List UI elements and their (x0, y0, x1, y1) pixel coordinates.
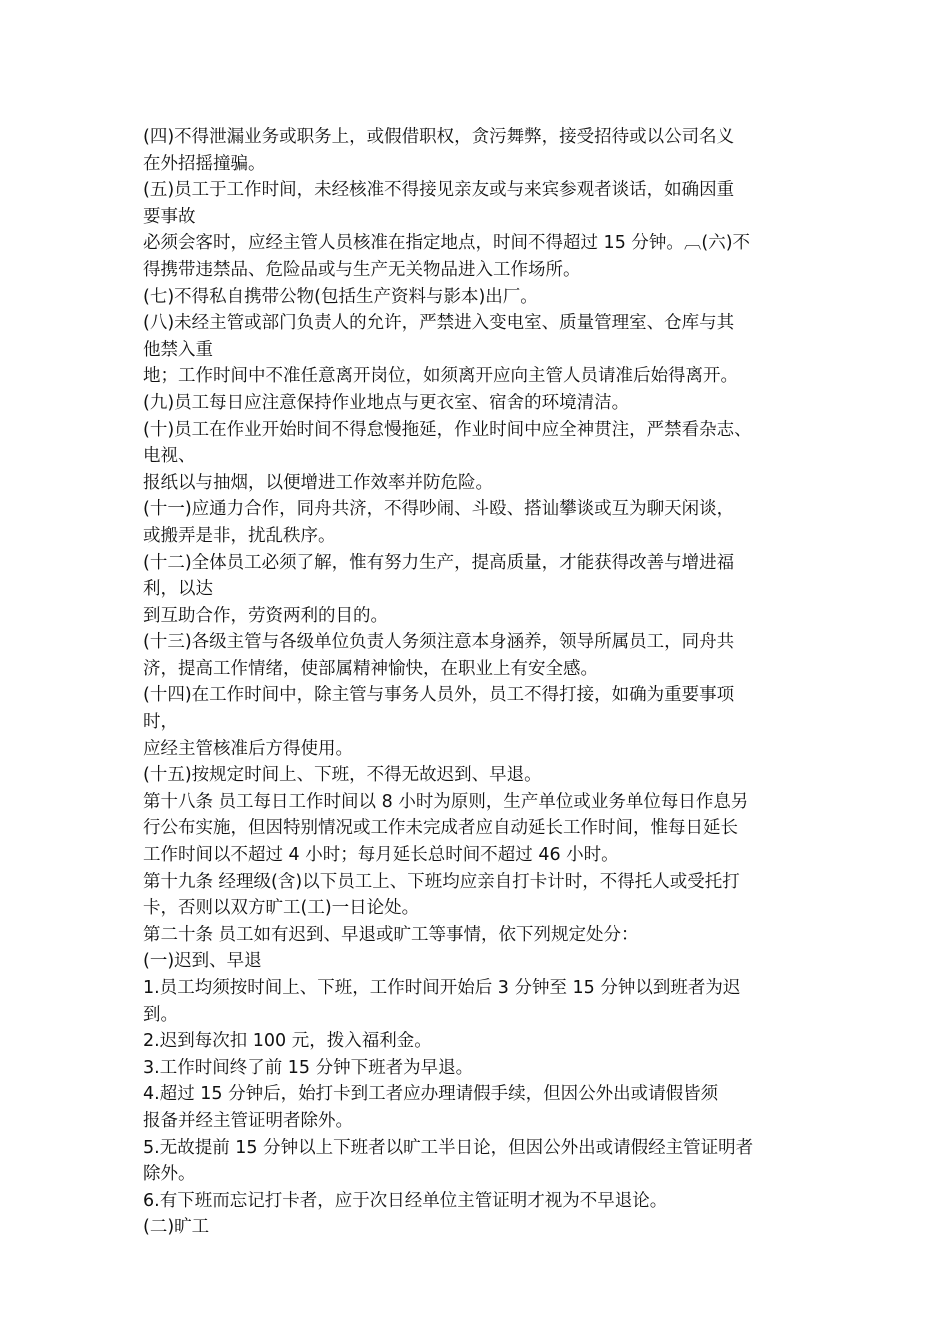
text-line: (七)不得私自携带公物(包括生产资料与影本)出厂。 (143, 286, 538, 307)
text-line: (十二)全体员工必须了解，惟有努力生产，提高质量，才能获得改善与增进福 (143, 552, 735, 573)
text-line: (十一)应通力合作，同舟共济，不得吵闹、斗殴、搭讪攀谈或互为聊天闲谈， (143, 499, 735, 520)
text-line: (八)未经主管或部门负责人的允许，严禁进入变电室、质量管理室、仓库与其 (143, 313, 735, 334)
document-body (143, 124, 815, 1241)
text-line: 电视、 (143, 446, 196, 467)
text-line: 6.有下班而忘记打卡者，应于次日经单位主管证明才视为不早退论。 (143, 1190, 668, 1211)
text-line: 报纸以与抽烟，以便增进工作效率并防危险。 (143, 472, 493, 493)
text-line: (九)员工每日应注意保持作业地点与更衣室、宿舍的环境清洁。 (143, 392, 630, 413)
text-line: 3.工作时间终了前 15 分钟下班者为早退。 (143, 1057, 474, 1078)
text-line: (十五)按规定时间上、下班，不得无故迟到、早退。 (143, 765, 542, 786)
text-line: 到互助合作，劳资两利的目的。 (143, 605, 388, 626)
text-line: 第十九条 经理级(含)以下员工上、下班均应亲自打卡计时，不得托人或受托打 (143, 871, 740, 892)
text-line: 第二十条 员工如有迟到、早退或旷工等事情，依下列规定处分： (143, 924, 639, 945)
text-line: 利，以达 (143, 579, 213, 600)
text-line: 地；工作时间中不准任意离开岗位，如须离开应向主管人员请准后始得离开。 (143, 366, 738, 387)
text-line: 要事故 (143, 206, 196, 227)
text-line: 必须会客时，应经主管人员核准在指定地点，时间不得超过 15 分钟。︹(六)不 (143, 233, 751, 254)
text-line: 工作时间以不超过 4 小时；每月延长总时间不超过 46 小时。 (143, 845, 619, 866)
text-line: 4.超过 15 分钟后，始打卡到工者应办理请假手续，但因公外出或请假皆须 (143, 1084, 719, 1105)
text-line: (十三)各级主管与各级单位负责人务须注意本身涵养，领导所属员工，同舟共 (143, 632, 735, 653)
text-line: (二)旷工 (143, 1217, 210, 1238)
text-line: 1.员工均须按时间上、下班，工作时间开始后 3 分钟至 15 分钟以到班者为迟 (143, 978, 741, 998)
text-line: (一)迟到、早退 (143, 951, 262, 972)
text-line: 在外招摇撞骗。 (143, 153, 266, 174)
text-line: 济，提高工作情绪，使部属精神愉快，在职业上有安全感。 (143, 658, 598, 679)
text-line: 时， (143, 712, 178, 733)
text-line: (五)员工于工作时间，未经核准不得接见亲友或与来宾参观者谈话，如确因重 (143, 180, 735, 201)
text-line: (四)不得泄漏业务或职务上，或假借职权，贪污舞弊，接受招待或以公司名义 (143, 127, 735, 147)
text-line: 或搬弄是非，扰乱秩序。 (143, 525, 336, 546)
text-line: 行公布实施，但因特别情况或工作未完成者应自动延长工作时间，惟每日延长 (143, 818, 738, 839)
text-line: 5.无故提前 15 分钟以上下班者以旷工半日论，但因公外出或请假经主管证明者 (143, 1137, 754, 1158)
text-line: 卡，否则以双方旷工(工)一日论处。 (143, 898, 420, 919)
text-line: 除外。 (143, 1164, 196, 1185)
text-line: 报备并经主管证明者除外。 (143, 1110, 353, 1131)
text-line: (十)员工在作业开始时间不得怠慢拖延，作业时间中应全神贯注，严禁看杂志、 (143, 419, 752, 440)
text-line: 2.迟到每次扣 100 元，拨入福利金。 (143, 1031, 432, 1052)
text-line: 应经主管核准后方得使用。 (143, 738, 353, 759)
text-line: 第十八条 员工每日工作时间以 8 小时为原则，生产单位或业务单位每日作息另 (143, 791, 749, 812)
text-line: 得携带违禁品、危险品或与生产无关物品进入工作场所。 (143, 259, 581, 280)
text-line: 他禁入重 (143, 339, 213, 360)
text-line: (十四)在工作时间中，除主管与事务人员外，员工不得打接，如确为重要事项 (143, 685, 735, 706)
text-line: 到。 (143, 1004, 178, 1025)
